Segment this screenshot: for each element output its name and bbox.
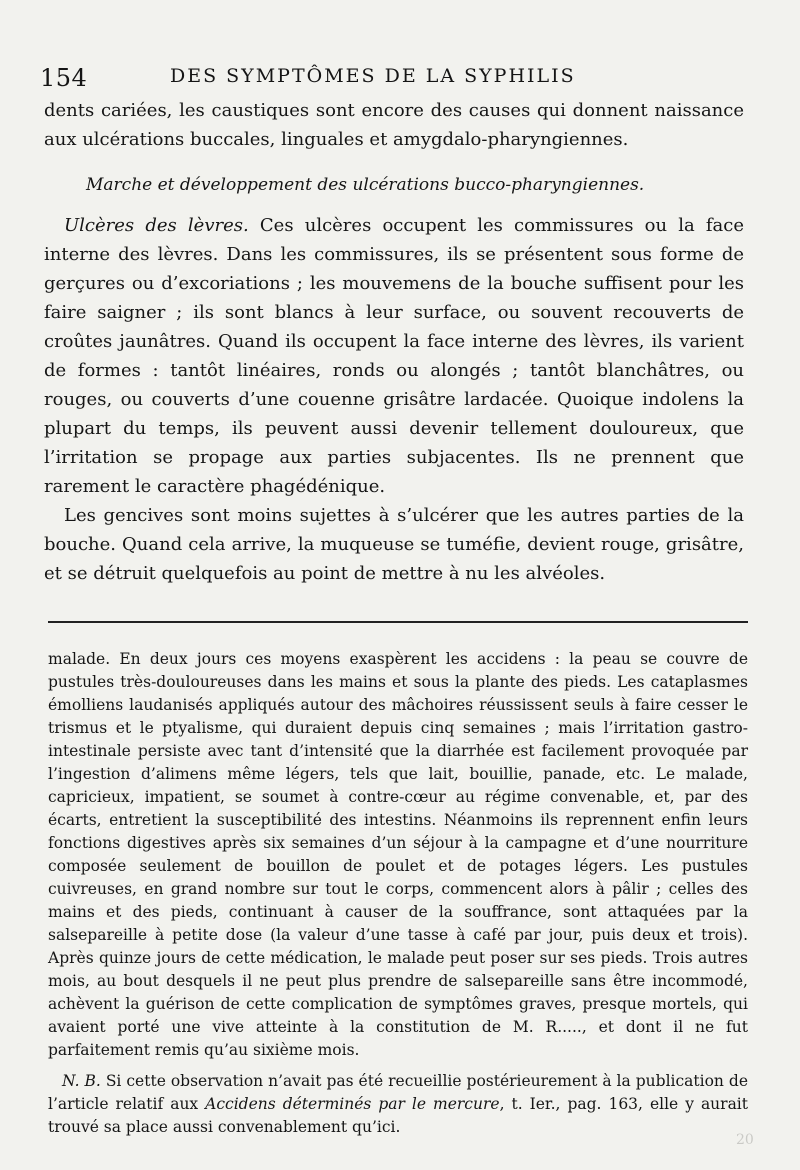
page-header	[40, 60, 740, 96]
nb-text-after-citation: , t. Ier., pag. 163, elle y aurait trouvé sa place aussi convenablement qu’ici.	[48, 1095, 748, 1136]
gum-paragraph: Les gencives sont moins sujettes à s’ulcérer que les autres parties de la bouche. Quand cela arrive, la muqueuse se tuméfie, devient rouge, grisâtre, et se détruit quelquefois au point de mettre à nu les alvéoles.	[44, 505, 744, 584]
signature-mark: 20	[736, 1132, 754, 1148]
case-note-paragraph: malade. En deux jours ces moyens exaspèrent les accidens : la peau se couvre de pustules très-douloureuses dans les mains et sous la plante des pieds. Les cataplasmes émolliens laudanisés appliqués autour des mâchoires réussissent seuls à faire cesser le trismus et le ptyalisme, qui duraient depuis cinq semaines ; mais l’irritation gastro-intestinale persiste avec tant d’intensité que la diarrhée est facilement provoquée par l’ingestion d’alimens même légers, tels que lait, bouillie, panade, etc. Le malade, capricieux, impatient, se soumet à contre-cœur au régime convenable, et, par des écarts, entretient la susceptibilité des intestins. Néanmoins ils reprennent enfin leurs fonctions digestives après six semaines d’un séjour à la campagne et d’une nourriture composée seulement de bouillon de poulet et de potages légers. Les pustules cuivreuses, en grand nombre sur tout le corps, commencent alors à pâlir ; celles des mains et des pieds, continuant à causer de la souffrance, sont attaquées par la salsepareille à petite dose (la valeur d’une tasse à café par jour, puis deux et trois). Après quinze jours de cette médication, le malade peut poser sur ses pieds. Trois autres mois, au bout desquels il ne peut plus prendre de salsepareille sans être incommodé, achèvent la guérison de cette complication de symptômes graves, presque mortels, qui avaient porté une vive atteinte à la constitution de M. R....., et dont il ne fut parfaitement remis qu’au sixième mois.	[48, 650, 748, 1059]
lip-ulcers-heading: Ulcères des lèvres.	[64, 215, 249, 236]
nb-citation: Accidens déterminés par le mercure	[205, 1095, 500, 1113]
footnote-divider	[48, 621, 748, 623]
page-number: 154	[40, 64, 88, 92]
section-heading: Marche et développement des ulcérations bucco-pharyngiennes.	[86, 175, 645, 195]
nb-paragraph	[48, 1070, 748, 1139]
nb-label: N. B.	[62, 1072, 101, 1090]
main-text	[44, 96, 744, 588]
nb-text-before-citation: Si cette observation n’avait pas été recueillie postérieurement à la publication de l’article relatif aux	[48, 1072, 748, 1113]
lip-ulcers-paragraph	[44, 211, 744, 501]
footnote-block	[48, 648, 748, 1139]
running-head: DES SYMPTÔMES DE LA SYPHILIS	[170, 65, 576, 87]
intro-paragraph: dents cariées, les caustiques sont encore des causes qui donnent naissance aux ulcérations buccales, linguales et amygdalo-pharyngiennes.	[44, 100, 744, 150]
lip-ulcers-text: Ces ulcères occupent les commissures ou la face interne des lèvres. Dans les commissures, ils se présentent sous forme de gerçures ou d’excoriations ; les mouvemens de la bouche suffisent pour les faire saigner ; ils sont blancs à leur surface, ou souvent recouverts de croûtes jaunâtres. Quand ils occupent la face interne des lèvres, ils varient de formes : tantôt linéaires, ronds ou alongés ; tantôt blanchâtres, ou rouges, ou couverts d’une couenne grisâtre lardacée. Quoique indolens la plupart du temps, ils peuvent aussi devenir tellement douloureux, que l’irritation se propage aux parties subjacentes. Ils ne prennent que rarement le caractère phagédénique.	[44, 215, 744, 497]
